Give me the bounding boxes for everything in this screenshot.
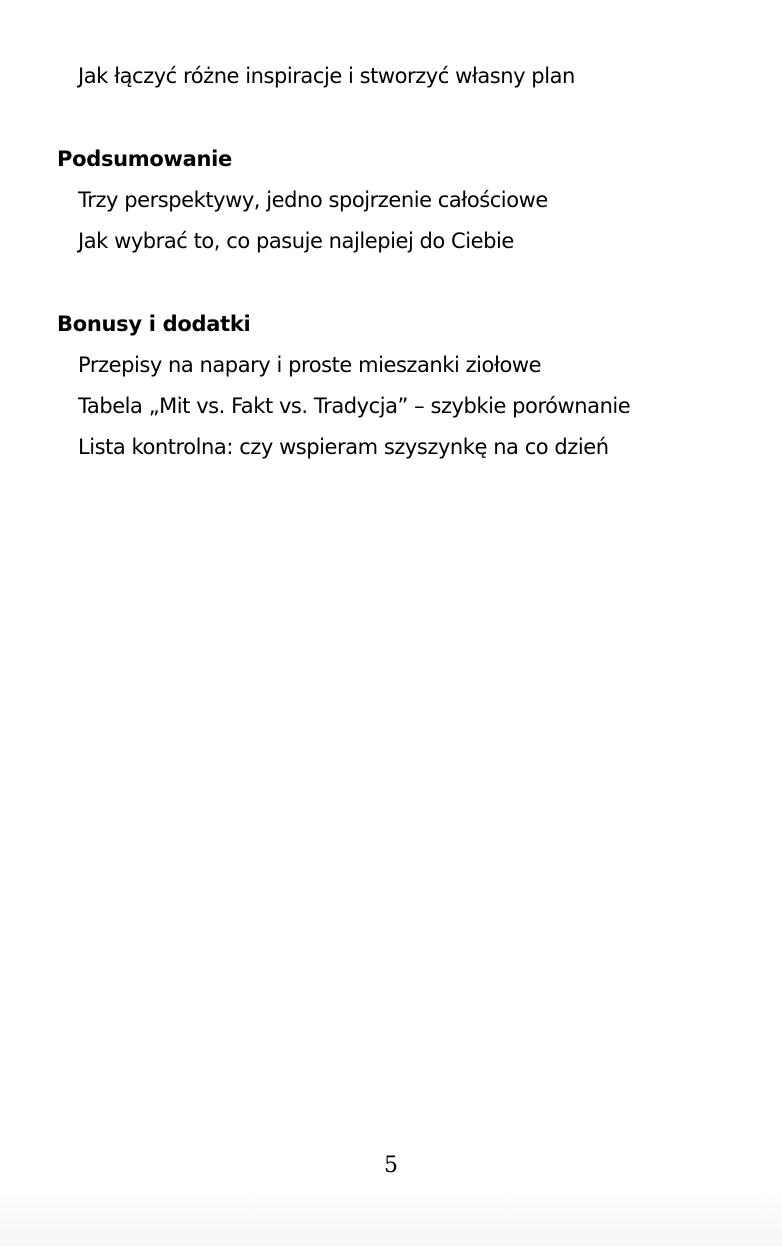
table-of-contents (57, 58, 757, 470)
page-background (0, 1186, 782, 1246)
page-number: 5 (384, 1153, 398, 1178)
section-heading-bonusy: Bonusy i dodatki (57, 312, 251, 336)
toc-entry: Jak łączyć różne inspiracje i stworzyć własny plan (78, 64, 575, 88)
toc-entry: Lista kontrolna: czy wspieram szyszynkę na co dzień (78, 435, 609, 459)
section-spacer (57, 99, 757, 141)
toc-entry: Tabela „Mit vs. Fakt vs. Tradycja” – szybkie porównanie (78, 394, 631, 418)
section-spacer (57, 264, 757, 306)
toc-entry: Jak wybrać to, co pasuje najlepiej do Ciebie (78, 229, 514, 253)
toc-entry: Trzy perspektywy, jedno spojrzenie całościowe (78, 188, 548, 212)
toc-entry: Przepisy na napary i proste mieszanki ziołowe (78, 353, 542, 377)
section-heading-podsumowanie: Podsumowanie (57, 147, 232, 171)
